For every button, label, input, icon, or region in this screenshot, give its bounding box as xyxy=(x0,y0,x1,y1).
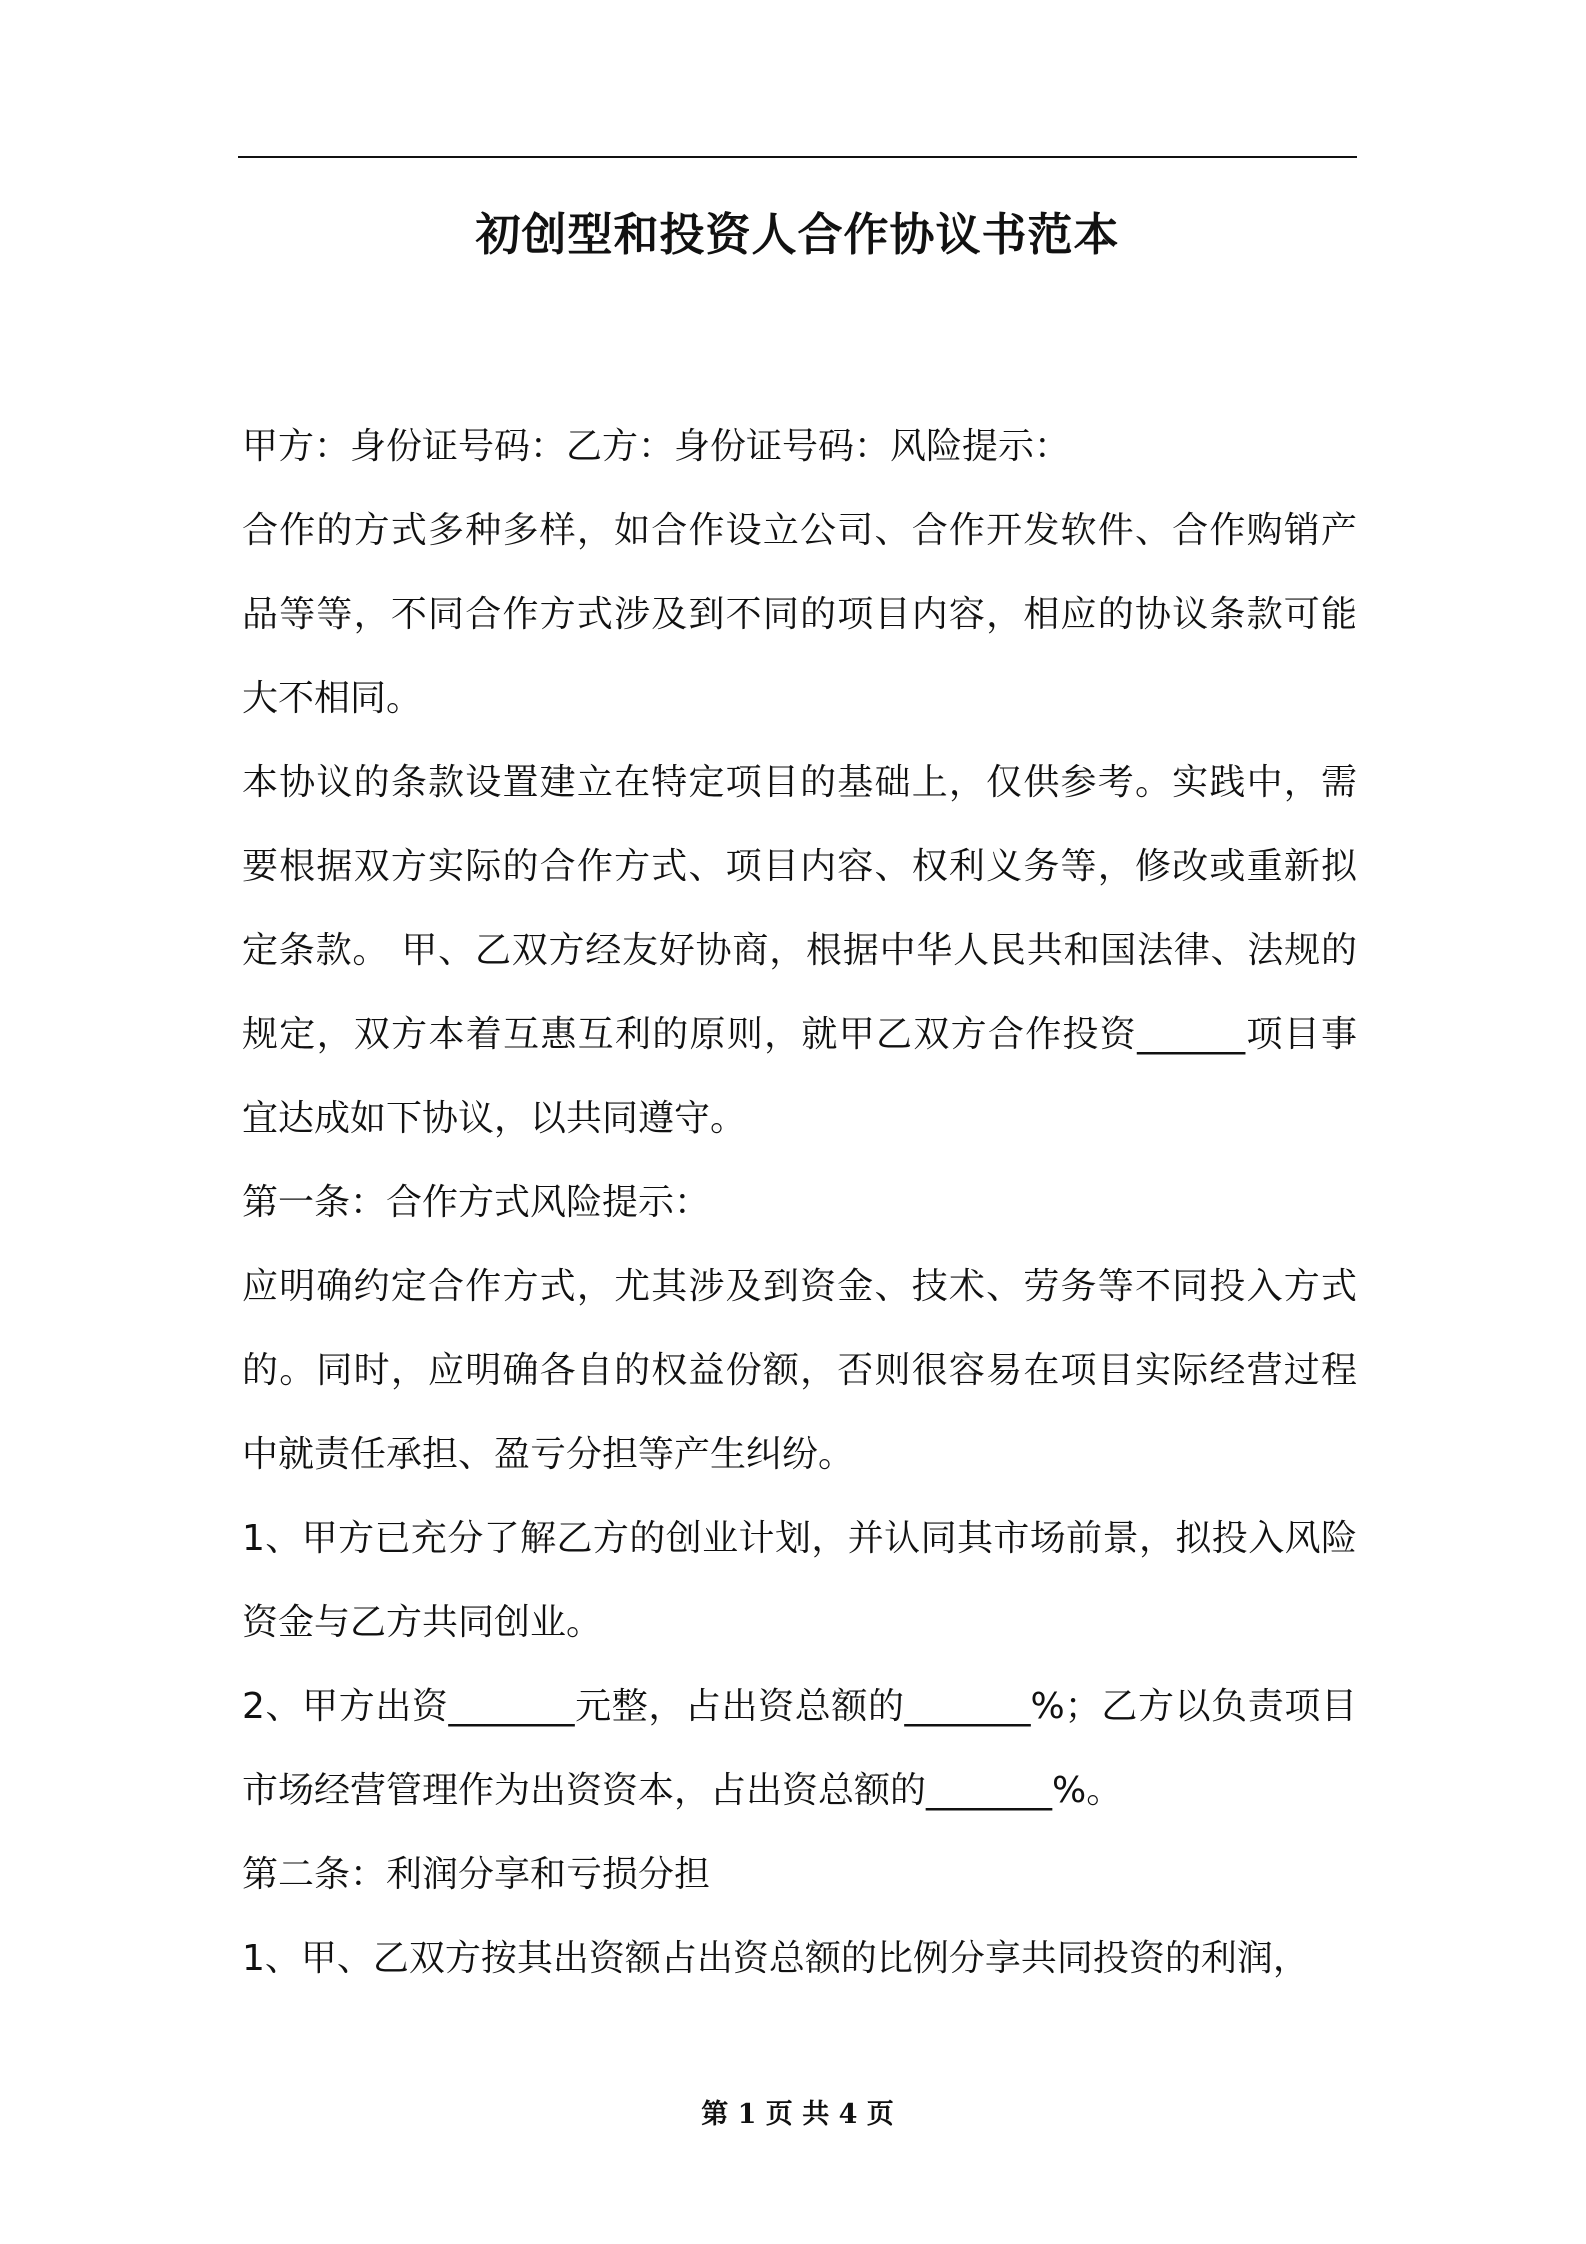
document-body xyxy=(242,405,1357,2001)
article-2-clause-1: 1、甲、乙双方按其出资额占出资总额的比例分享共同投资的利润， xyxy=(242,1938,1309,1979)
article-1-heading: 第一条：合作方式风险提示： xyxy=(242,1182,711,1223)
risk-note-paragraph: 合作的方式多种多样，如合作设立公司、合作开发软件、合作购销产品等等，不同合作方式涉及到不同的项目内容，相应的协议条款可能大不相同。 xyxy=(242,510,1357,719)
header-rule xyxy=(238,156,1357,158)
article-1-clause-2: 2、甲方出资_______元整，占出资总额的_______%；乙方以负责项目市场经营管理作为出资资本，占出资总额的_______%。 xyxy=(242,1686,1357,1811)
article-1-clause-1: 1、甲方已充分了解乙方的创业计划，并认同其市场前景，拟投入风险资金与乙方共同创业。 xyxy=(242,1518,1357,1643)
page-footer: 第 1 页 共 4 页 xyxy=(701,2099,894,2130)
article-2-heading: 第二条：利润分享和亏损分担 xyxy=(242,1854,711,1895)
preamble-paragraph: 本协议的条款设置建立在特定项目的基础上，仅供参考。实践中，需要根据双方实际的合作方式、项目内容、权利义务等，修改或重新拟定条款。 甲、乙双方经友好协商，根据中华人民共和国法律、法规的规定，双方本着互惠互利的原则，就甲乙双方合作投资______项目事宜达成如下协议，以共同遵守。 xyxy=(242,762,1357,1139)
party-info-paragraph: 甲方：身份证号码：乙方：身份证号码：风险提示： xyxy=(242,426,1071,467)
document-title: 初创型和投资人合作协议书范本 xyxy=(475,208,1120,261)
article-1-risk-paragraph: 应明确约定合作方式，尤其涉及到资金、技术、劳务等不同投入方式的。同时，应明确各自的权益份额，否则很容易在项目实际经营过程中就责任承担、盈亏分担等产生纠纷。 xyxy=(242,1266,1357,1475)
